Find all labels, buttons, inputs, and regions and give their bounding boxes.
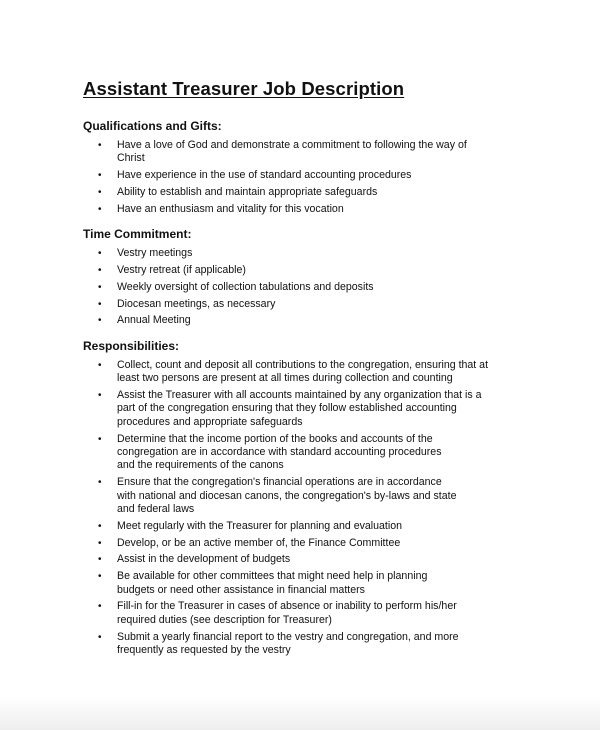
bullet-icon: • bbox=[98, 390, 102, 401]
section-heading-responsibilities: Responsibilities: bbox=[83, 338, 180, 353]
bullet-icon: • bbox=[98, 281, 102, 293]
list-item-text: Assist in the development of budgets bbox=[117, 553, 291, 566]
bullet-icon: • bbox=[98, 571, 102, 583]
bullet-icon: • bbox=[98, 140, 102, 151]
list-item-text: Be available for other committees that might need help in planning budgets or need other assistance in financial matters bbox=[117, 570, 428, 596]
bullet-icon: • bbox=[98, 537, 102, 549]
bullet-icon: • bbox=[98, 265, 102, 276]
bullet-icon: • bbox=[98, 520, 102, 532]
bullet-icon: • bbox=[98, 298, 102, 310]
bullet-icon: • bbox=[98, 203, 102, 215]
list-item bbox=[83, 139, 560, 166]
list-item-text: Have an enthusiasm and vitality for this vocation bbox=[117, 202, 344, 215]
list-item bbox=[83, 186, 560, 199]
list-item bbox=[83, 433, 560, 473]
list-item-text: Determine that the income portion of the books and accounts of the congregation are in accordance with standard accounting procedures and the requirements of the canons bbox=[117, 432, 442, 472]
list-item bbox=[83, 389, 560, 429]
list-item-text: Diocesan meetings, as necessary bbox=[117, 297, 276, 310]
list-item bbox=[83, 169, 560, 182]
bullet-icon: • bbox=[98, 170, 102, 182]
list-item bbox=[83, 600, 560, 627]
bullet-icon: • bbox=[98, 248, 102, 260]
section-time-commitment bbox=[83, 226, 560, 328]
bullet-icon: • bbox=[98, 187, 102, 198]
list-item bbox=[83, 631, 560, 658]
section-qualifications bbox=[83, 118, 560, 216]
bullet-icon: • bbox=[98, 433, 102, 445]
bullet-icon: • bbox=[98, 359, 102, 371]
list-item bbox=[83, 247, 560, 260]
list-item-text: Have experience in the use of standard accounting procedures bbox=[117, 169, 412, 182]
page-title: Assistant Treasurer Job Description bbox=[83, 78, 405, 99]
qualifications-list bbox=[83, 139, 560, 216]
list-item bbox=[83, 476, 560, 516]
list-item-text: Annual Meeting bbox=[117, 314, 191, 327]
list-item bbox=[83, 359, 560, 386]
section-responsibilities bbox=[83, 338, 560, 658]
bullet-icon: • bbox=[98, 477, 102, 489]
section-heading-qualifications: Qualifications and Gifts: bbox=[83, 119, 222, 133]
list-item-text: Ensure that the congregation's financial operations are in accordance with national and diocesan canons, the congregation's by-laws and state and federal laws bbox=[117, 476, 457, 516]
list-item bbox=[83, 570, 560, 597]
list-item-text: Weekly oversight of collection tabulations and deposits bbox=[117, 280, 374, 293]
list-item-text: Vestry retreat (if applicable) bbox=[117, 264, 246, 276]
list-item-text: Submit a yearly financial report to the vestry and congregation, and more frequently as requested by the vestry bbox=[117, 630, 459, 657]
responsibilities-list bbox=[83, 359, 560, 658]
time-commitment-list bbox=[83, 247, 560, 328]
bullet-icon: • bbox=[98, 554, 102, 566]
list-item bbox=[83, 537, 560, 550]
bullet-icon: • bbox=[98, 631, 102, 643]
bullet-icon: • bbox=[98, 315, 102, 327]
list-item-text: Have a love of God and demonstrate a commitment to following the way of Christ bbox=[117, 139, 467, 165]
list-item-text: Assist the Treasurer with all accounts maintained by any organization that is a part of the congregation ensuring that they follow established accounting procedures and appropriate safeguards bbox=[117, 389, 482, 428]
list-item bbox=[83, 314, 560, 327]
list-item-text: Ability to establish and maintain appropriate safeguards bbox=[117, 186, 378, 198]
section-heading-time-commitment: Time Commitment: bbox=[83, 227, 192, 242]
list-item bbox=[83, 264, 560, 277]
bullet-icon: • bbox=[98, 601, 102, 613]
list-item bbox=[83, 298, 560, 311]
list-item bbox=[83, 281, 560, 294]
list-item-text: Vestry meetings bbox=[117, 247, 193, 260]
list-item bbox=[83, 553, 560, 566]
list-item-text: Collect, count and deposit all contributions to the congregation, ensuring that at least two persons are present at all times during collection and counting bbox=[117, 358, 489, 385]
list-item-text: Meet regularly with the Treasurer for planning and evaluation bbox=[117, 519, 403, 532]
list-item bbox=[83, 203, 560, 216]
list-item-text: Develop, or be an active member of, the Finance Committee bbox=[117, 536, 401, 549]
list-item-text: Fill-in for the Treasurer in cases of absence or inability to perform his/her required duties (see description for Treasurer) bbox=[117, 600, 457, 626]
list-item bbox=[83, 520, 560, 533]
